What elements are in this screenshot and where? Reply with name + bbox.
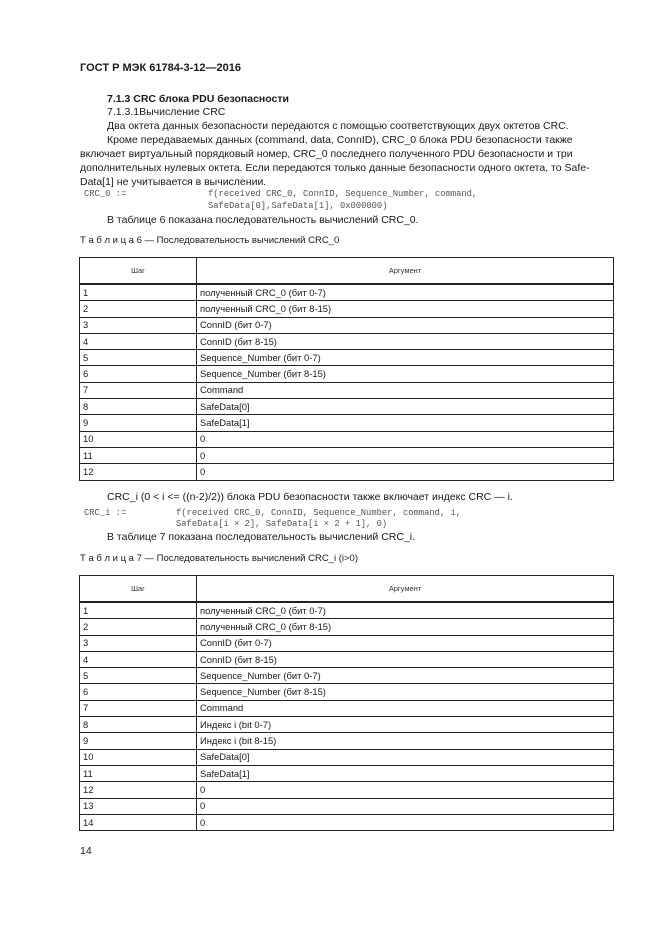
code-2-line-1: f(received CRC_0, ConnID, Sequence_Number, command, i, bbox=[176, 508, 462, 518]
paragraph-2-line-3: дополнительных нулевых октета. Если передаются только данные безопасности одного октета, то Safe- bbox=[80, 162, 590, 174]
paragraph-5: В таблице 7 показана последовательность вычислений CRC_i. bbox=[107, 531, 416, 543]
step-cell: 6 bbox=[80, 366, 197, 382]
table-6-caption: Т а б л и ц а 6 — Последовательность вычислений CRC_0 bbox=[80, 235, 340, 246]
step-cell: 8 bbox=[80, 399, 197, 415]
paragraph-2-line-2: включает виртуальный порядковый номер, CRC_0 последнего полученного PDU безопасности и три bbox=[80, 148, 573, 160]
table-row bbox=[80, 765, 614, 781]
table-row bbox=[80, 447, 614, 463]
page-number: 14 bbox=[80, 845, 92, 857]
argument-cell: Command bbox=[197, 700, 614, 716]
table-row bbox=[80, 333, 614, 349]
argument-cell: Command bbox=[197, 382, 614, 398]
step-cell: 7 bbox=[80, 700, 197, 716]
code-2-label: CRC_i := bbox=[84, 508, 127, 518]
step-cell: 14 bbox=[80, 814, 197, 830]
table-row bbox=[80, 668, 614, 684]
table-row bbox=[80, 602, 614, 619]
table-6-header-step: Шаг bbox=[80, 258, 197, 285]
step-cell: 7 bbox=[80, 382, 197, 398]
argument-cell: полученный CRC_0 (бит 0-7) bbox=[197, 602, 614, 619]
table-row bbox=[80, 798, 614, 814]
argument-cell: 0 bbox=[197, 798, 614, 814]
paragraph-2-line-1: Кроме передаваемых данных (command, data, ConnID), CRC_0 блока PDU безопасности также bbox=[107, 134, 573, 146]
code-1-line-2: SafeData[0],SafeData[1], 0x000000) bbox=[208, 201, 388, 211]
step-cell: 9 bbox=[80, 733, 197, 749]
argument-cell: SafeData[1] bbox=[197, 415, 614, 431]
argument-cell: Индекс i (bit 0-7) bbox=[197, 717, 614, 733]
subsection-title: 7.1.3.1Вычисление CRC bbox=[107, 106, 226, 118]
argument-cell: 0 bbox=[197, 782, 614, 798]
argument-cell: ConnID (бит 0-7) bbox=[197, 635, 614, 651]
argument-cell: Sequence_Number (бит 0-7) bbox=[197, 350, 614, 366]
argument-cell: ConnID (бит 8-15) bbox=[197, 651, 614, 667]
table-7-caption: Т а б л и ц а 7 — Последовательность вычислений CRC_i (i>0) bbox=[80, 553, 358, 564]
table-row bbox=[80, 350, 614, 366]
step-cell: 1 bbox=[80, 284, 197, 301]
step-cell: 3 bbox=[80, 635, 197, 651]
code-1-line-1: f(received CRC_0, ConnID, Sequence_Number, command, bbox=[208, 189, 478, 199]
argument-cell: SafeData[0] bbox=[197, 399, 614, 415]
step-cell: 1 bbox=[80, 602, 197, 619]
table-row bbox=[80, 301, 614, 317]
step-cell: 8 bbox=[80, 717, 197, 733]
table-row bbox=[80, 399, 614, 415]
section-title: 7.1.3 CRC блока PDU безопасности bbox=[107, 93, 289, 105]
table-6-header-row bbox=[80, 258, 614, 285]
step-cell: 13 bbox=[80, 798, 197, 814]
step-cell: 2 bbox=[80, 301, 197, 317]
argument-cell: полученный CRC_0 (бит 8-15) bbox=[197, 619, 614, 635]
step-cell: 4 bbox=[80, 651, 197, 667]
table-row bbox=[80, 382, 614, 398]
table-row bbox=[80, 619, 614, 635]
table-row bbox=[80, 415, 614, 431]
step-cell: 10 bbox=[80, 431, 197, 447]
table-6-header-argument: Аргумент bbox=[197, 258, 614, 285]
table-row bbox=[80, 733, 614, 749]
table-row bbox=[80, 464, 614, 480]
table-6 bbox=[79, 257, 614, 481]
table-row bbox=[80, 366, 614, 382]
step-cell: 12 bbox=[80, 782, 197, 798]
table-row bbox=[80, 717, 614, 733]
argument-cell: 0 bbox=[197, 447, 614, 463]
argument-cell: ConnID (бит 8-15) bbox=[197, 333, 614, 349]
table-row bbox=[80, 284, 614, 301]
step-cell: 3 bbox=[80, 317, 197, 333]
paragraph-2-line-4: Data[1] не учитывается в вычислении. bbox=[80, 176, 267, 188]
argument-cell: ConnID (бит 0-7) bbox=[197, 317, 614, 333]
table-row bbox=[80, 814, 614, 830]
argument-cell: 0 bbox=[197, 814, 614, 830]
argument-cell: 0 bbox=[197, 431, 614, 447]
argument-cell: SafeData[0] bbox=[197, 749, 614, 765]
step-cell: 12 bbox=[80, 464, 197, 480]
table-7-header-step: Шаг bbox=[80, 576, 197, 603]
step-cell: 10 bbox=[80, 749, 197, 765]
step-cell: 11 bbox=[80, 447, 197, 463]
table-row bbox=[80, 431, 614, 447]
argument-cell: Sequence_Number (бит 8-15) bbox=[197, 684, 614, 700]
step-cell: 9 bbox=[80, 415, 197, 431]
step-cell: 2 bbox=[80, 619, 197, 635]
table-7-header-row bbox=[80, 576, 614, 603]
table-7 bbox=[79, 575, 614, 831]
argument-cell: Sequence_Number (бит 0-7) bbox=[197, 668, 614, 684]
step-cell: 6 bbox=[80, 684, 197, 700]
argument-cell: полученный CRC_0 (бит 0-7) bbox=[197, 284, 614, 301]
table-7-header-argument: Аргумент bbox=[197, 576, 614, 603]
paragraph-3: В таблице 6 показана последовательность вычислений CRC_0. bbox=[107, 214, 419, 226]
step-cell: 11 bbox=[80, 765, 197, 781]
paragraph-4: CRC_i (0 < i <= ((n-2)/2)) блока PDU безопасности также включает индекс CRC — i. bbox=[107, 491, 513, 503]
table-row bbox=[80, 651, 614, 667]
table-row bbox=[80, 317, 614, 333]
step-cell: 5 bbox=[80, 668, 197, 684]
table-row bbox=[80, 782, 614, 798]
argument-cell: полученный CRC_0 (бит 8-15) bbox=[197, 301, 614, 317]
argument-cell: Индекс i (bit 8-15) bbox=[197, 733, 614, 749]
table-row bbox=[80, 749, 614, 765]
argument-cell: SafeData[1] bbox=[197, 765, 614, 781]
table-row bbox=[80, 635, 614, 651]
argument-cell: Sequence_Number (бит 8-15) bbox=[197, 366, 614, 382]
code-1-label: CRC_0 := bbox=[84, 189, 127, 199]
table-row bbox=[80, 700, 614, 716]
table-row bbox=[80, 684, 614, 700]
paragraph-1: Два октета данных безопасности передаются с помощью соответствующих двух октетов CRC. bbox=[107, 120, 569, 132]
step-cell: 5 bbox=[80, 350, 197, 366]
step-cell: 4 bbox=[80, 333, 197, 349]
code-2-line-2: SafeData[i × 2], SafeData[i × 2 + 1], 0) bbox=[176, 519, 388, 529]
argument-cell: 0 bbox=[197, 464, 614, 480]
document-header: ГОСТ Р МЭК 61784-3-12—2016 bbox=[80, 62, 241, 74]
